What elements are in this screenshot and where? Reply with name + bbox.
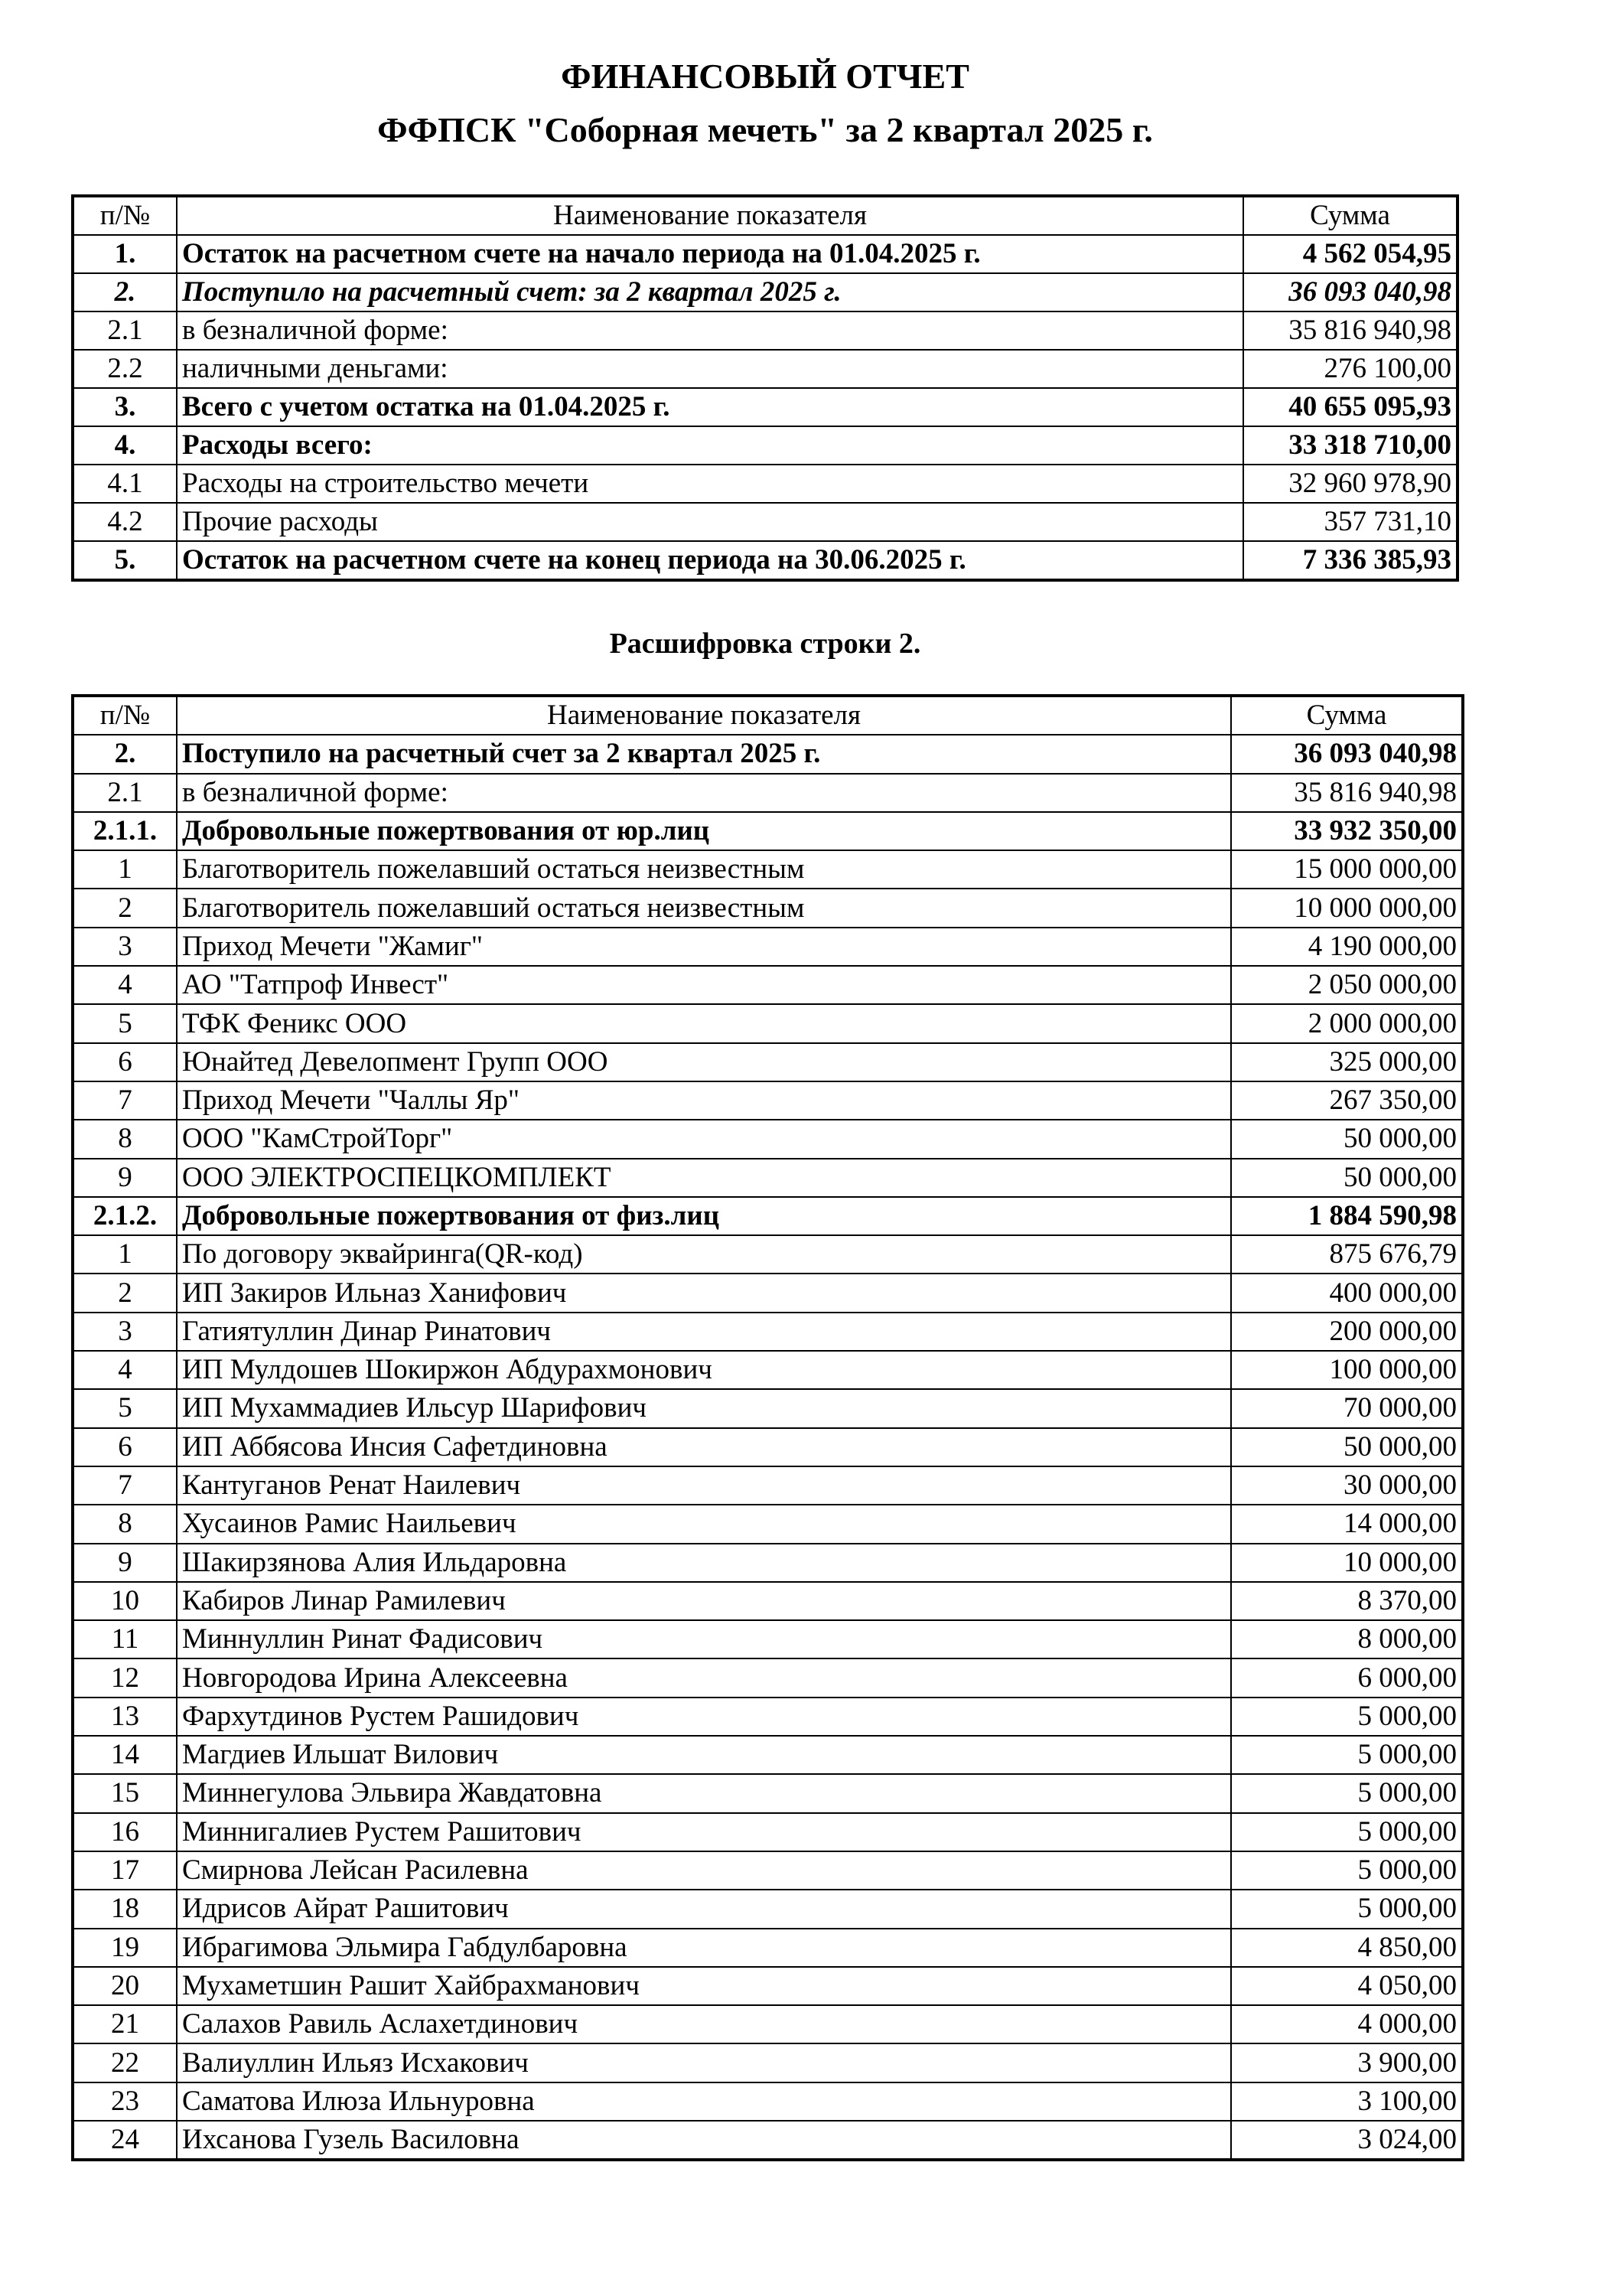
row-name: ИП Мухаммадиев Ильсур Шарифович: [177, 1389, 1231, 1427]
table-row: [73, 1620, 1463, 1658]
row-sum: 4 000,00: [1231, 2005, 1463, 2043]
table-row: [73, 1582, 1463, 1620]
row-sum: 2 000 000,00: [1231, 1004, 1463, 1042]
row-sum: 357 731,10: [1243, 503, 1458, 541]
row-num: 3: [73, 928, 177, 966]
row-sum: 3 024,00: [1231, 2121, 1463, 2160]
row-sum: 35 816 940,98: [1231, 774, 1463, 812]
document-title: ФИНАНСОВЫЙ ОТЧЕТ: [561, 57, 969, 96]
row-name: Ихсанова Гузель Василовна: [177, 2121, 1231, 2160]
row-num: 4.1: [73, 465, 177, 503]
table-row: [73, 889, 1463, 927]
row-num: 11: [73, 1620, 177, 1658]
row-sum: 5 000,00: [1231, 1813, 1463, 1851]
row-name: Ибрагимова Эльмира Габдулбаровна: [177, 1929, 1231, 1967]
table-row: [73, 1466, 1463, 1505]
row-name: Миннегулова Эльвира Жавдатовна: [177, 1774, 1231, 1812]
table-row: [73, 850, 1463, 889]
table-row: [73, 426, 1458, 465]
table-row: [73, 1274, 1463, 1312]
row-name: Смирнова Лейсан Расилевна: [177, 1851, 1231, 1890]
row-name: ИП Мулдошев Шокиржон Абдурахмонович: [177, 1351, 1231, 1389]
row-sum: 35 816 940,98: [1243, 311, 1458, 350]
row-sum: 30 000,00: [1231, 1466, 1463, 1505]
row-name: Остаток на расчетном счете на начало периода на 01.04.2025 г.: [177, 235, 1243, 273]
header-name: Наименование показателя: [177, 196, 1243, 235]
row-num: 14: [73, 1736, 177, 1774]
row-num: 5: [73, 1389, 177, 1427]
row-num: 12: [73, 1658, 177, 1697]
row-num: 2: [73, 1274, 177, 1312]
row-name: в безналичной форме:: [177, 311, 1243, 350]
row-name: ООО "КамСтройТорг": [177, 1120, 1231, 1158]
row-sum: 40 655 095,93: [1243, 388, 1458, 426]
table-row: [73, 1043, 1463, 1081]
row-sum: 32 960 978,90: [1243, 465, 1458, 503]
table-row: [73, 311, 1458, 350]
table-row: [73, 1851, 1463, 1890]
row-num: 4: [73, 1351, 177, 1389]
row-num: 2.: [73, 273, 177, 311]
header-sum: Сумма: [1231, 696, 1463, 735]
row-num: 9: [73, 1159, 177, 1197]
table-row: [73, 1544, 1463, 1582]
row-name: Поступило на расчетный счет: за 2 квартал 2025 г.: [177, 273, 1243, 311]
row-num: 13: [73, 1698, 177, 1736]
header-name: Наименование показателя: [177, 696, 1231, 735]
row-name: Благотворитель пожелавший остаться неизвестным: [177, 889, 1231, 927]
table-row: [73, 812, 1463, 850]
row-sum: 10 000,00: [1231, 1544, 1463, 1582]
row-sum: 3 900,00: [1231, 2043, 1463, 2082]
row-sum: 4 850,00: [1231, 1929, 1463, 1967]
table-row: [73, 1313, 1463, 1351]
row-sum: 5 000,00: [1231, 1851, 1463, 1890]
table-row: [73, 273, 1458, 311]
row-num: 1.: [73, 235, 177, 273]
row-sum: 36 093 040,98: [1231, 735, 1463, 773]
table-row: [73, 350, 1458, 388]
row-num: 4: [73, 966, 177, 1004]
row-num: 4.: [73, 426, 177, 465]
row-name: По договору эквайринга(QR-код): [177, 1235, 1231, 1274]
row-sum: 5 000,00: [1231, 1736, 1463, 1774]
table-row: [73, 2005, 1463, 2043]
row-num: 7: [73, 1081, 177, 1120]
row-name: Поступило на расчетный счет за 2 квартал 2025 г.: [177, 735, 1231, 773]
row-sum: 4 190 000,00: [1231, 928, 1463, 966]
table-row: [73, 774, 1463, 812]
row-name: Хусаинов Рамис Наильевич: [177, 1505, 1231, 1543]
table-row: [73, 1389, 1463, 1427]
row-name: Расходы на строительство мечети: [177, 465, 1243, 503]
row-num: 8: [73, 1120, 177, 1158]
row-name: Валиуллин Ильяз Исхакович: [177, 2043, 1231, 2082]
table-row: [73, 1929, 1463, 1967]
row-num: 2.2: [73, 350, 177, 388]
row-name: Миннуллин Ринат Фадисович: [177, 1620, 1231, 1658]
row-num: 22: [73, 2043, 177, 2082]
row-num: 6: [73, 1428, 177, 1466]
row-sum: 8 370,00: [1231, 1582, 1463, 1620]
row-num: 19: [73, 1929, 177, 1967]
row-num: 1: [73, 850, 177, 889]
breakdown-table: [71, 694, 1464, 2161]
row-num: 2: [73, 889, 177, 927]
table-row: [73, 1428, 1463, 1466]
row-num: 17: [73, 1851, 177, 1890]
header-num: п/№: [73, 196, 177, 235]
row-sum: 4 562 054,95: [1243, 235, 1458, 273]
table-row: [73, 388, 1458, 426]
row-num: 5.: [73, 541, 177, 580]
row-num: 5: [73, 1004, 177, 1042]
row-num: 15: [73, 1774, 177, 1812]
row-num: 2.: [73, 735, 177, 773]
table-row: [73, 1235, 1463, 1274]
row-name: Кантуганов Ренат Наилевич: [177, 1466, 1231, 1505]
table-row: [73, 1081, 1463, 1120]
row-name: Остаток на расчетном счете на конец периода на 30.06.2025 г.: [177, 541, 1243, 580]
row-name: Всего с учетом остатка на 01.04.2025 г.: [177, 388, 1243, 426]
table-row: [73, 1658, 1463, 1697]
row-sum: 1 884 590,98: [1231, 1197, 1463, 1235]
header-sum: Сумма: [1243, 196, 1458, 235]
row-name: АО "Татпроф Инвест": [177, 966, 1231, 1004]
section-title: Расшифровка строки 2.: [609, 628, 921, 660]
row-num: 18: [73, 1890, 177, 1928]
row-num: 9: [73, 1544, 177, 1582]
row-num: 21: [73, 2005, 177, 2043]
row-name: Новгородова Ирина Алексеевна: [177, 1658, 1231, 1697]
row-sum: 267 350,00: [1231, 1081, 1463, 1120]
row-name: Фархутдинов Рустем Рашидович: [177, 1698, 1231, 1736]
table-row: [73, 1197, 1463, 1235]
row-name: Добровольные пожертвования от юр.лиц: [177, 812, 1231, 850]
row-name: Саматова Илюза Ильнуровна: [177, 2082, 1231, 2121]
row-sum: 875 676,79: [1231, 1235, 1463, 1274]
row-num: 16: [73, 1813, 177, 1851]
table-row: [73, 1004, 1463, 1042]
table-row: [73, 503, 1458, 541]
row-sum: 200 000,00: [1231, 1313, 1463, 1351]
row-sum: 33 318 710,00: [1243, 426, 1458, 465]
table-row: [73, 1698, 1463, 1736]
row-num: 1: [73, 1235, 177, 1274]
table-row: [73, 1813, 1463, 1851]
row-name: Миннигалиев Рустем Рашитович: [177, 1813, 1231, 1851]
row-name: Идрисов Айрат Рашитович: [177, 1890, 1231, 1928]
row-name: Кабиров Линар Рамилевич: [177, 1582, 1231, 1620]
row-sum: 5 000,00: [1231, 1890, 1463, 1928]
row-num: 3: [73, 1313, 177, 1351]
table-row: [73, 1774, 1463, 1812]
table-row: [73, 1505, 1463, 1543]
row-sum: 2 050 000,00: [1231, 966, 1463, 1004]
row-name: Прочие расходы: [177, 503, 1243, 541]
table-row: [73, 465, 1458, 503]
row-name: Юнайтед Девелопмент Групп ООО: [177, 1043, 1231, 1081]
row-num: 2.1: [73, 311, 177, 350]
row-name: Мухаметшин Рашит Хайбрахманович: [177, 1967, 1231, 2005]
table-header-row: [73, 196, 1458, 235]
row-num: 10: [73, 1582, 177, 1620]
row-sum: 5 000,00: [1231, 1698, 1463, 1736]
row-num: 7: [73, 1466, 177, 1505]
row-num: 24: [73, 2121, 177, 2160]
row-sum: 50 000,00: [1231, 1428, 1463, 1466]
row-name: ТФК Феникс ООО: [177, 1004, 1231, 1042]
table-row: [73, 928, 1463, 966]
row-num: 2.1.2.: [73, 1197, 177, 1235]
row-num: 20: [73, 1967, 177, 2005]
row-name: Магдиев Ильшат Вилович: [177, 1736, 1231, 1774]
row-num: 23: [73, 2082, 177, 2121]
row-num: 4.2: [73, 503, 177, 541]
row-sum: 3 100,00: [1231, 2082, 1463, 2121]
row-sum: 100 000,00: [1231, 1351, 1463, 1389]
row-sum: 276 100,00: [1243, 350, 1458, 388]
header-num: п/№: [73, 696, 177, 735]
row-sum: 10 000 000,00: [1231, 889, 1463, 927]
row-sum: 15 000 000,00: [1231, 850, 1463, 889]
row-name: Шакирзянова Алия Ильдаровна: [177, 1544, 1231, 1582]
table-header-row: [73, 696, 1463, 735]
row-name: наличными деньгами:: [177, 350, 1243, 388]
table-row: [73, 1120, 1463, 1158]
row-sum: 36 093 040,98: [1243, 273, 1458, 311]
row-sum: 4 050,00: [1231, 1967, 1463, 2005]
row-sum: 6 000,00: [1231, 1658, 1463, 1697]
row-num: 6: [73, 1043, 177, 1081]
row-num: 8: [73, 1505, 177, 1543]
row-name: ИП Закиров Ильназ Ханифович: [177, 1274, 1231, 1312]
row-num: 3.: [73, 388, 177, 426]
row-sum: 5 000,00: [1231, 1774, 1463, 1812]
row-name: Салахов Равиль Аслахетдинович: [177, 2005, 1231, 2043]
row-name: Приход Мечети "Чаллы Яр": [177, 1081, 1231, 1120]
summary-table: [71, 194, 1459, 582]
row-name: ИП Аббясова Инсия Сафетдиновна: [177, 1428, 1231, 1466]
document-subtitle: ФФПСК "Соборная мечеть" за 2 квартал 2025 г.: [377, 110, 1153, 149]
table-row: [73, 1351, 1463, 1389]
table-row: [73, 541, 1458, 580]
row-sum: 8 000,00: [1231, 1620, 1463, 1658]
row-num: 2.1: [73, 774, 177, 812]
row-sum: 14 000,00: [1231, 1505, 1463, 1543]
row-num: 2.1.1.: [73, 812, 177, 850]
row-name: Расходы всего:: [177, 426, 1243, 465]
row-sum: 33 932 350,00: [1231, 812, 1463, 850]
row-sum: 7 336 385,93: [1243, 541, 1458, 580]
row-name: Добровольные пожертвования от физ.лиц: [177, 1197, 1231, 1235]
row-name: Гатиятуллин Динар Ринатович: [177, 1313, 1231, 1351]
table-row: [73, 966, 1463, 1004]
table-row: [73, 2121, 1463, 2160]
table-row: [73, 2043, 1463, 2082]
row-sum: 70 000,00: [1231, 1389, 1463, 1427]
row-sum: 400 000,00: [1231, 1274, 1463, 1312]
row-name: Приход Мечети "Жамиг": [177, 928, 1231, 966]
row-name: ООО ЭЛЕКТРОСПЕЦКОМПЛЕКТ: [177, 1159, 1231, 1197]
table-row: [73, 1736, 1463, 1774]
row-sum: 50 000,00: [1231, 1159, 1463, 1197]
row-name: Благотворитель пожелавший остаться неизвестным: [177, 850, 1231, 889]
table-row: [73, 2082, 1463, 2121]
row-sum: 325 000,00: [1231, 1043, 1463, 1081]
table-row: [73, 735, 1463, 773]
table-row: [73, 1890, 1463, 1928]
row-name: в безналичной форме:: [177, 774, 1231, 812]
table-row: [73, 1967, 1463, 2005]
row-sum: 50 000,00: [1231, 1120, 1463, 1158]
table-row: [73, 235, 1458, 273]
table-row: [73, 1159, 1463, 1197]
